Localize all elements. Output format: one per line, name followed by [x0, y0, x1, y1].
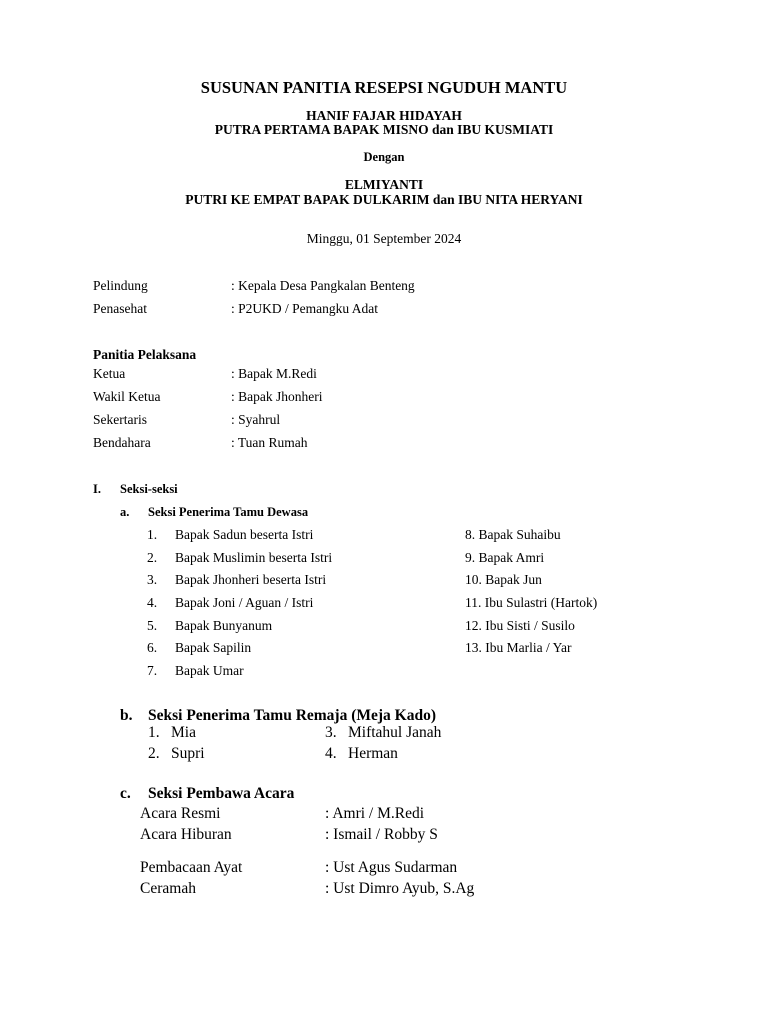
- committee-role: Sekertaris: [93, 412, 147, 427]
- mc-role: Pembacaan Ayat: [140, 859, 243, 876]
- committee-heading: Panitia Pelaksana: [93, 347, 197, 362]
- list-item-number: 6.: [147, 640, 158, 655]
- mc-role: Acara Hiburan: [140, 826, 232, 843]
- list-item-number: 4.: [325, 745, 337, 762]
- committee-member: : Bapak Jhonheri: [231, 389, 323, 404]
- subsection-letter: b.: [120, 707, 133, 724]
- groom-parents: PUTRA PERTAMA BAPAK MISNO dan IBU KUSMIATI: [214, 122, 554, 137]
- mc-person: : Amri / M.Redi: [325, 805, 425, 822]
- committee-role: Ketua: [93, 366, 126, 381]
- list-item: 12. Ibu Sisti / Susilo: [465, 618, 575, 633]
- mc-person: : Ust Dimro Ayub, S.Ag: [325, 880, 475, 897]
- list-item-number: 1.: [148, 724, 160, 741]
- advisor-value: : Kepala Desa Pangkalan Benteng: [231, 278, 415, 293]
- list-item-number: 7.: [147, 663, 158, 678]
- committee-member: : Tuan Rumah: [231, 435, 308, 450]
- subsection-letter: c.: [120, 785, 131, 802]
- list-item-number: 3.: [325, 724, 337, 741]
- subsection-letter: a.: [120, 505, 130, 519]
- list-item: Supri: [171, 745, 205, 762]
- bride-name: ELMIYANTI: [344, 177, 424, 192]
- advisor-label: Penasehat: [93, 301, 147, 316]
- list-item: 11. Ibu Sulastri (Hartok): [465, 595, 598, 610]
- section-numeral: I.: [93, 482, 101, 496]
- list-item: Herman: [348, 745, 398, 762]
- list-item: Bapak Jhonheri beserta Istri: [175, 572, 327, 587]
- mc-role: Acara Resmi: [140, 805, 221, 822]
- list-item: Bapak Joni / Aguan / Istri: [175, 595, 314, 610]
- mc-role: Ceramah: [140, 880, 196, 897]
- list-item-number: 2.: [148, 745, 160, 762]
- list-item: Mia: [171, 724, 196, 741]
- list-item: 10. Bapak Jun: [465, 572, 542, 587]
- subsection-title: Seksi Penerima Tamu Dewasa: [148, 505, 309, 519]
- list-item-number: 1.: [147, 527, 158, 542]
- committee-member: : Bapak M.Redi: [231, 366, 317, 381]
- section-heading: Seksi-seksi: [120, 482, 178, 496]
- list-item: Miftahul Janah: [348, 724, 442, 741]
- advisor-label: Pelindung: [93, 278, 148, 293]
- list-item: 13. Ibu Marlia / Yar: [465, 640, 572, 655]
- advisor-value: : P2UKD / Pemangku Adat: [231, 301, 378, 316]
- list-item: Bapak Bunyanum: [175, 618, 273, 633]
- connector-text: Dengan: [363, 150, 405, 164]
- subsection-title: Seksi Penerima Tamu Remaja (Meja Kado): [148, 707, 437, 724]
- bride-parents: PUTRI KE EMPAT BAPAK DULKARIM dan IBU NITA HERYANI: [185, 192, 583, 207]
- subsection-title: Seksi Pembawa Acara: [148, 785, 295, 802]
- list-item-number: 2.: [147, 550, 158, 565]
- groom-name: HANIF FAJAR HIDAYAH: [306, 108, 462, 123]
- committee-role: Wakil Ketua: [93, 389, 161, 404]
- list-item: Bapak Muslimin beserta Istri: [175, 550, 333, 565]
- list-item-number: 5.: [147, 618, 158, 633]
- event-date: Minggu, 01 September 2024: [306, 231, 462, 246]
- list-item: 9. Bapak Amri: [465, 550, 545, 565]
- list-item: Bapak Sapilin: [175, 640, 252, 655]
- list-item: Bapak Umar: [175, 663, 244, 678]
- mc-person: : Ust Agus Sudarman: [325, 859, 458, 876]
- list-item-number: 3.: [147, 572, 158, 587]
- list-item-number: 4.: [147, 595, 158, 610]
- committee-member: : Syahrul: [231, 412, 281, 427]
- document-title: SUSUNAN PANITIA RESEPSI NGUDUH MANTU: [200, 78, 568, 97]
- mc-person: : Ismail / Robby S: [325, 826, 438, 843]
- list-item: Bapak Sadun beserta Istri: [175, 527, 314, 542]
- list-item: 8. Bapak Suhaibu: [465, 527, 561, 542]
- committee-role: Bendahara: [93, 435, 151, 450]
